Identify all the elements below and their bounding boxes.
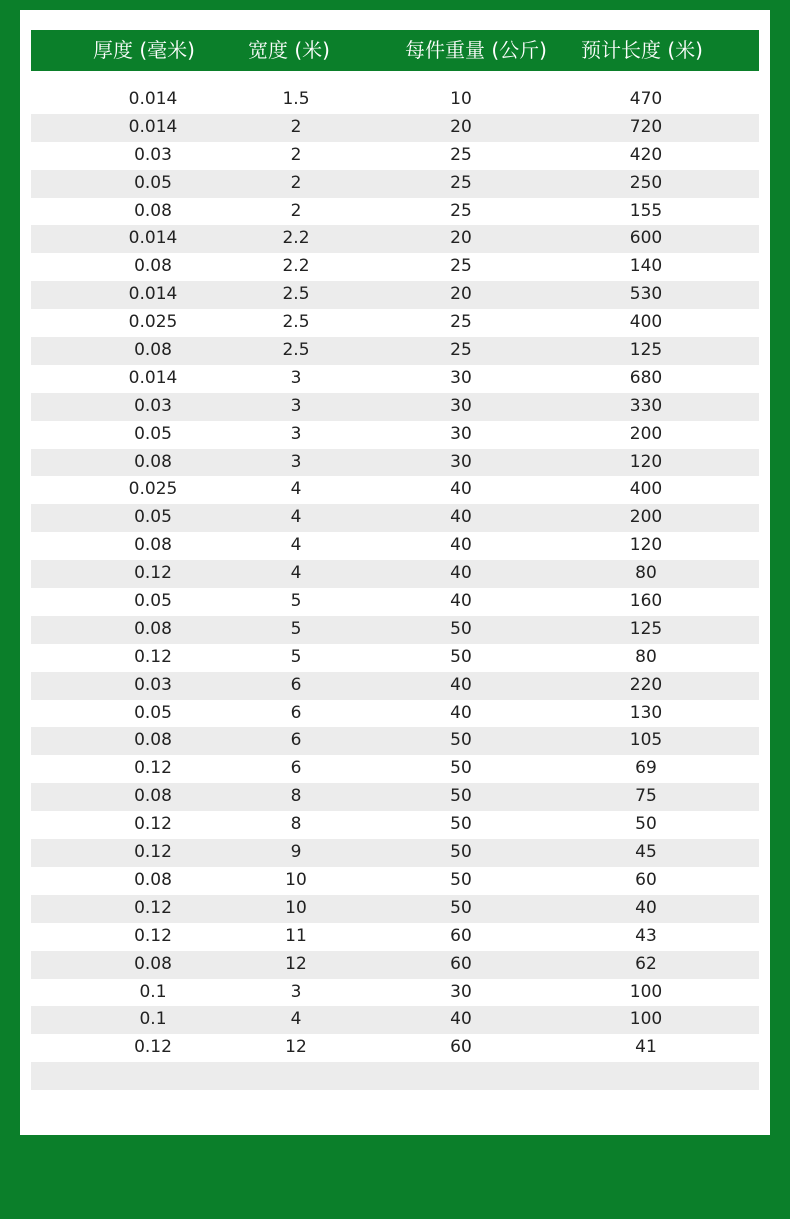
cell-thickness: 0.1	[139, 1009, 167, 1030]
header-weight-per-piece: 每件重量 (公斤)	[405, 38, 547, 62]
cell-thickness: 0.08	[134, 200, 172, 221]
cell-width: 10	[285, 897, 307, 918]
spec-table-panel	[20, 10, 770, 1135]
cell-length: 160	[629, 591, 663, 612]
table-body	[31, 86, 759, 1090]
table-row	[31, 532, 759, 560]
table-row	[31, 1006, 759, 1034]
cell-thickness: 0.025	[128, 479, 178, 500]
cell-thickness: 0.08	[134, 451, 172, 472]
cell-width: 2	[290, 200, 302, 221]
cell-weight: 50	[450, 869, 472, 890]
cell-thickness: 0.12	[134, 758, 172, 779]
cell-thickness: 0.014	[128, 228, 178, 249]
cell-weight: 50	[450, 897, 472, 918]
cell-thickness: 0.03	[134, 674, 172, 695]
table-row	[31, 86, 759, 114]
cell-width: 11	[285, 925, 307, 946]
table-row	[31, 170, 759, 198]
cell-weight: 50	[450, 618, 472, 639]
cell-length: 120	[629, 451, 663, 472]
cell-weight: 25	[450, 256, 472, 277]
cell-width: 3	[290, 395, 302, 416]
cell-thickness: 0.12	[134, 563, 172, 584]
cell-thickness: 0.05	[134, 591, 172, 612]
cell-length: 200	[629, 423, 663, 444]
table-row	[31, 644, 759, 672]
cell-width: 3	[290, 367, 302, 388]
cell-length: 50	[635, 814, 657, 835]
cell-weight: 60	[450, 953, 472, 974]
cell-weight: 50	[450, 814, 472, 835]
cell-length: 155	[629, 200, 663, 221]
cell-thickness: 0.08	[134, 786, 172, 807]
table-row	[31, 504, 759, 532]
cell-weight: 30	[450, 395, 472, 416]
cell-thickness: 0.08	[134, 730, 172, 751]
cell-weight: 40	[450, 702, 472, 723]
cell-width: 3	[290, 981, 302, 1002]
cell-thickness: 0.014	[128, 116, 178, 137]
cell-thickness: 0.03	[134, 144, 172, 165]
cell-thickness: 0.025	[128, 312, 178, 333]
table-row	[31, 142, 759, 170]
cell-thickness: 0.12	[134, 925, 172, 946]
table-row	[31, 923, 759, 951]
cell-thickness: 0.08	[134, 256, 172, 277]
cell-length: 600	[629, 228, 663, 249]
table-row	[31, 979, 759, 1007]
table-row	[31, 198, 759, 226]
table-row	[31, 672, 759, 700]
cell-width: 2	[290, 116, 302, 137]
cell-length: 45	[635, 842, 657, 863]
cell-thickness: 0.12	[134, 842, 172, 863]
header-estimated-length: 预计长度 (米)	[581, 38, 703, 62]
table-row	[31, 281, 759, 309]
cell-width: 4	[290, 535, 302, 556]
table-row	[31, 309, 759, 337]
table-row	[31, 616, 759, 644]
cell-width: 6	[290, 674, 302, 695]
cell-length: 40	[635, 897, 657, 918]
cell-thickness: 0.12	[134, 897, 172, 918]
cell-length: 75	[635, 786, 657, 807]
cell-length: 220	[629, 674, 663, 695]
cell-width: 6	[290, 730, 302, 751]
cell-weight: 25	[450, 144, 472, 165]
cell-length: 125	[629, 340, 663, 361]
table-row	[31, 588, 759, 616]
cell-width: 4	[290, 507, 302, 528]
cell-width: 4	[290, 1009, 302, 1030]
cell-width: 2	[290, 144, 302, 165]
cell-weight: 40	[450, 674, 472, 695]
cell-weight: 20	[450, 116, 472, 137]
cell-length: 43	[635, 925, 657, 946]
cell-width: 2.2	[282, 228, 310, 249]
cell-length: 125	[629, 618, 663, 639]
cell-length: 105	[629, 730, 663, 751]
table-row	[31, 421, 759, 449]
cell-length: 250	[629, 172, 663, 193]
cell-weight: 50	[450, 730, 472, 751]
cell-length: 400	[629, 312, 663, 333]
cell-width: 9	[290, 842, 302, 863]
header-width: 宽度 (米)	[248, 38, 330, 62]
cell-length: 140	[629, 256, 663, 277]
cell-width: 2.5	[282, 284, 310, 305]
cell-length: 41	[635, 1037, 657, 1058]
cell-weight: 10	[450, 89, 472, 109]
cell-width: 5	[290, 591, 302, 612]
cell-thickness: 0.05	[134, 702, 172, 723]
cell-thickness: 0.08	[134, 869, 172, 890]
cell-weight: 60	[450, 925, 472, 946]
table-row	[31, 867, 759, 895]
cell-width: 4	[290, 479, 302, 500]
cell-length: 470	[629, 89, 663, 109]
cell-length: 330	[629, 395, 663, 416]
cell-thickness: 0.014	[128, 367, 178, 388]
cell-width: 2.5	[282, 340, 310, 361]
cell-length: 62	[635, 953, 657, 974]
table-row	[31, 393, 759, 421]
cell-width: 2.5	[282, 312, 310, 333]
cell-weight: 50	[450, 786, 472, 807]
table-row	[31, 811, 759, 839]
cell-width: 2	[290, 172, 302, 193]
cell-width: 12	[285, 953, 307, 974]
table-row	[31, 755, 759, 783]
cell-length: 100	[629, 981, 663, 1002]
table-row	[31, 700, 759, 728]
cell-thickness: 0.12	[134, 1037, 172, 1058]
cell-weight: 50	[450, 646, 472, 667]
cell-length: 60	[635, 869, 657, 890]
cell-length: 720	[629, 116, 663, 137]
table-row	[31, 225, 759, 253]
table-row	[31, 560, 759, 588]
cell-weight: 25	[450, 340, 472, 361]
cell-thickness: 0.08	[134, 618, 172, 639]
cell-thickness: 0.08	[134, 953, 172, 974]
table-row	[31, 449, 759, 477]
cell-width: 4	[290, 563, 302, 584]
cell-weight: 30	[450, 367, 472, 388]
table-row	[31, 337, 759, 365]
cell-weight: 20	[450, 228, 472, 249]
cell-width: 2.2	[282, 256, 310, 277]
cell-weight: 40	[450, 563, 472, 584]
cell-weight: 50	[450, 758, 472, 779]
cell-length: 680	[629, 367, 663, 388]
cell-weight: 40	[450, 1009, 472, 1030]
cell-thickness: 0.08	[134, 535, 172, 556]
cell-thickness: 0.05	[134, 172, 172, 193]
cell-thickness: 0.03	[134, 395, 172, 416]
cell-weight: 30	[450, 423, 472, 444]
cell-width: 5	[290, 618, 302, 639]
table-row	[31, 895, 759, 923]
cell-weight: 40	[450, 591, 472, 612]
cell-width: 3	[290, 451, 302, 472]
cell-weight: 50	[450, 842, 472, 863]
table-row	[31, 951, 759, 979]
cell-thickness: 0.12	[134, 646, 172, 667]
cell-weight: 60	[450, 1037, 472, 1058]
cell-length: 530	[629, 284, 663, 305]
table-row	[31, 783, 759, 811]
table-row	[31, 1062, 759, 1090]
cell-weight: 25	[450, 172, 472, 193]
cell-weight: 25	[450, 200, 472, 221]
cell-length: 120	[629, 535, 663, 556]
cell-weight: 40	[450, 535, 472, 556]
table-row	[31, 253, 759, 281]
cell-length: 400	[629, 479, 663, 500]
cell-length: 200	[629, 507, 663, 528]
cell-weight: 20	[450, 284, 472, 305]
table-header	[31, 30, 759, 71]
cell-length: 100	[629, 1009, 663, 1030]
cell-thickness: 0.08	[134, 340, 172, 361]
table-row	[31, 476, 759, 504]
cell-length: 420	[629, 144, 663, 165]
table-row	[31, 1034, 759, 1062]
cell-width: 10	[285, 869, 307, 890]
table-row	[31, 114, 759, 142]
cell-length: 80	[635, 646, 657, 667]
cell-weight: 30	[450, 451, 472, 472]
cell-thickness: 0.1	[139, 981, 167, 1002]
cell-thickness: 0.014	[128, 284, 178, 305]
cell-length: 69	[635, 758, 657, 779]
cell-width: 3	[290, 423, 302, 444]
cell-thickness: 0.05	[134, 423, 172, 444]
cell-length: 80	[635, 563, 657, 584]
table-row	[31, 365, 759, 393]
cell-thickness: 0.12	[134, 814, 172, 835]
cell-weight: 40	[450, 479, 472, 500]
cell-weight: 25	[450, 312, 472, 333]
cell-width: 5	[290, 646, 302, 667]
table-row	[31, 839, 759, 867]
cell-width: 6	[290, 758, 302, 779]
cell-width: 6	[290, 702, 302, 723]
cell-weight: 30	[450, 981, 472, 1002]
cell-thickness: 0.05	[134, 507, 172, 528]
cell-width: 8	[290, 786, 302, 807]
cell-width: 12	[285, 1037, 307, 1058]
cell-width: 8	[290, 814, 302, 835]
table-row	[31, 727, 759, 755]
cell-width: 1.5	[282, 89, 310, 109]
header-thickness: 厚度 (毫米)	[93, 38, 195, 62]
cell-weight: 40	[450, 507, 472, 528]
cell-length: 130	[629, 702, 663, 723]
cell-thickness: 0.014	[128, 89, 178, 109]
